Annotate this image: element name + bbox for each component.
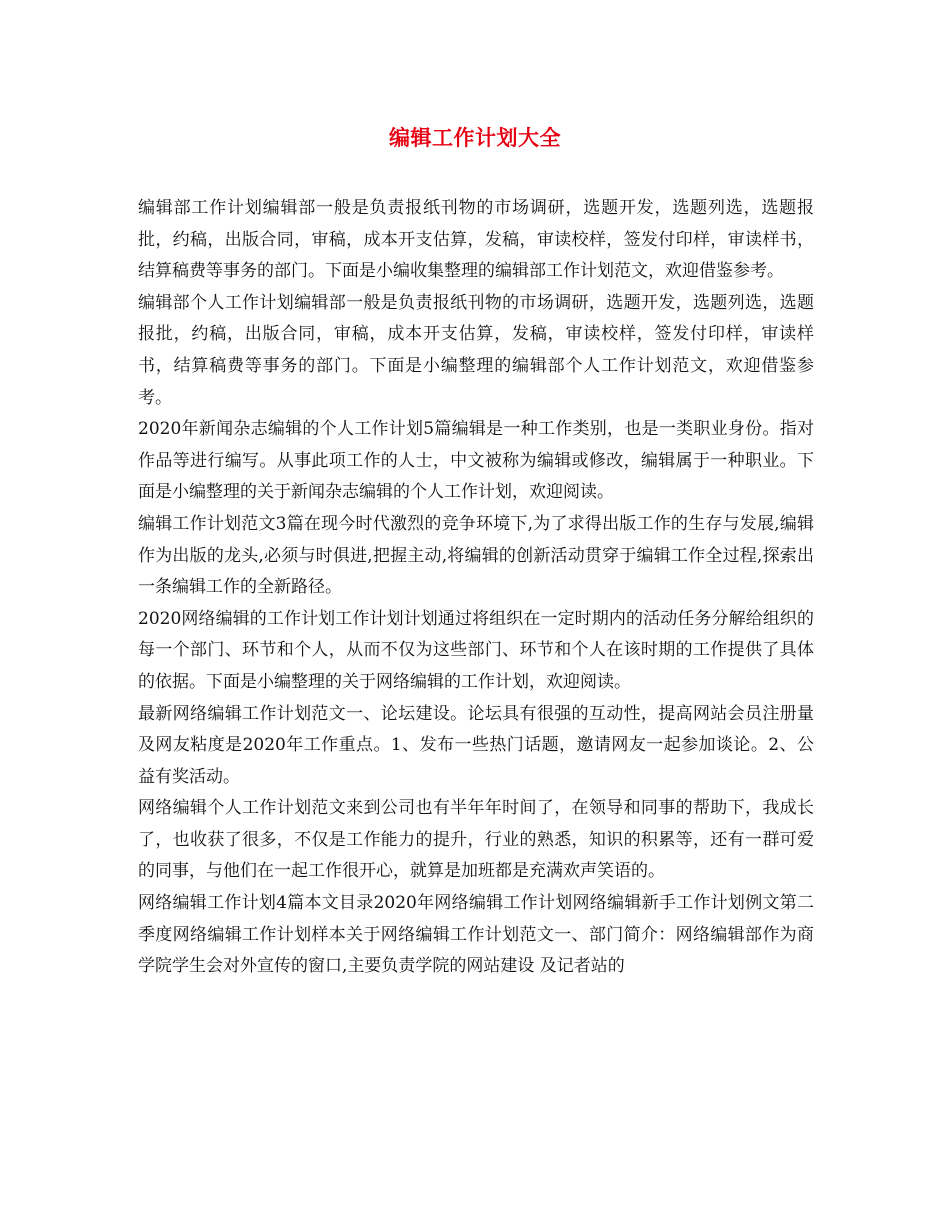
paragraph-2: 编辑部个人工作计划编辑部一般是负责报纸刊物的市场调研，选题开发，选题列选，选题报批，约稿，出版合同，审稿，成本开支估算，发稿，审读校样，签发付印样，审读样书，结算稿费等事务的部门。下面是小编整理的编辑部个人工作计划范文，欢迎借鉴参考。 — [138, 292, 814, 408]
paragraph-1: 编辑部工作计划编辑部一般是负责报纸刊物的市场调研，选题开发，选题列选，选题报批，约稿，出版合同，审稿，成本开支估算，发稿，审读校样，签发付印样，审读样书，结算稿费等事务的部门。下面是小编收集整理的编辑部工作计划范文，欢迎借鉴参考。 — [138, 198, 814, 282]
document-body — [138, 193, 814, 983]
paragraph-6: 最新网络编辑工作计划范文一、论坛建设。论坛具有很强的互动性，提高网站会员注册量及网友粘度是2020年工作重点。1、发布一些热门话题，邀请网友一起参加谈论。2、公益有奖活动。 — [138, 703, 814, 787]
document-title: 编辑工作计划大全 — [389, 125, 561, 150]
paragraph-8: 网络编辑工作计划4篇本文目录2020年网络编辑工作计划网络编辑新手工作计划例文第二季度网络编辑工作计划样本关于网络编辑工作计划范文一、部门简介：网络编辑部作为商学院学生会对外宣传的窗口,主要负责学院的网站建设 及记者站的 — [138, 893, 814, 977]
paragraph-3: 2020年新闻杂志编辑的个人工作计划5篇编辑是一种工作类别，也是一类职业身份。指对作品等进行编写。从事此项工作的人士，中文被称为编辑或修改，编辑属于一种职业。下面是小编整理的关于新闻杂志编辑的个人工作计划，欢迎阅读。 — [138, 419, 814, 503]
paragraph-5: 2020网络编辑的工作计划工作计划计划通过将组织在一定时期内的活动任务分解给组织的每一个部门、环节和个人，从而不仅为这些部门、环节和个人在该时期的工作提供了具体的依据。下面是小编整理的关于网络编辑的工作计划，欢迎阅读。 — [138, 608, 814, 692]
paragraph-4: 编辑工作计划范文3篇在现今时代激烈的竞争环境下,为了求得出版工作的生存与发展,编辑作为出版的龙头,必须与时俱进,把握主动,将编辑的创新活动贯穿于编辑工作全过程,探索出一条编辑工作的全新路径。 — [138, 513, 814, 598]
paragraph-7: 网络编辑个人工作计划范文来到公司也有半年年时间了，在领导和同事的帮助下，我成长了，也收获了很多，不仅是工作能力的提升，行业的熟悉，知识的积累等，还有一群可爱的同事，与他们在一起工作很开心，就算是加班都是充满欢声笑语的。 — [138, 798, 814, 882]
